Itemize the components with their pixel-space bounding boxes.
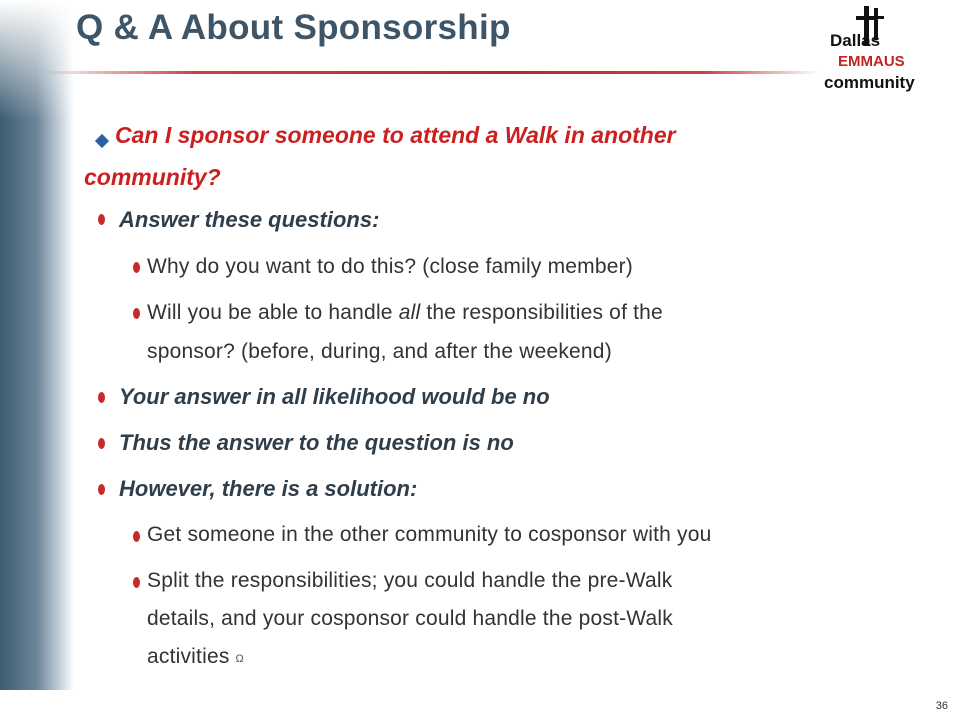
omega-end-mark: Ω — [235, 653, 244, 665]
thus-no: Thus the answer to the question is no — [119, 430, 514, 455]
dot-bullet-icon — [98, 214, 105, 225]
logo-word-emmaus: EMMAUS — [838, 53, 905, 70]
title-underline — [40, 71, 820, 74]
diamond-bullet-icon — [95, 134, 109, 148]
dot-bullet-icon — [133, 577, 140, 588]
will-item-text-end: the responsibilities of the — [420, 301, 663, 324]
dot-bullet-icon — [98, 484, 105, 495]
dot-bullet-icon — [133, 262, 140, 273]
dot-bullet-icon — [98, 438, 105, 449]
question-line-1: Can I sponsor someone to attend a Walk in another — [115, 122, 676, 148]
will-item-line-1 — [147, 301, 663, 325]
logo-word-community: community — [824, 73, 915, 92]
left-band-fade — [0, 0, 74, 120]
answer-no: Your answer in all likelihood would be no — [119, 384, 550, 409]
dot-bullet-icon — [133, 308, 140, 319]
will-item-text-start: Will you be able to handle — [147, 301, 399, 324]
dot-bullet-icon — [133, 531, 140, 542]
split-item-line-2: details, and your cosponsor could handle the post-Walk — [147, 607, 673, 630]
dallas-emmaus-community-logo — [822, 4, 932, 96]
question-line-2: community? — [84, 164, 221, 190]
dot-bullet-icon — [98, 392, 105, 403]
split-item-line-3-text: activities — [147, 645, 230, 668]
however-heading: However, there is a solution: — [119, 476, 418, 501]
answer-heading: Answer these questions: — [119, 207, 380, 232]
slide-title: Q & A About Sponsorship — [76, 8, 511, 47]
logo-word-dallas: Dallas — [830, 31, 881, 50]
why-item: Why do you want to do this? (close family member) — [147, 255, 633, 278]
split-item-line-1: Split the responsibilities; you could handle the pre-Walk — [147, 569, 673, 592]
will-item-line-2: sponsor? (before, during, and after the weekend) — [147, 340, 612, 363]
page-number: 36 — [935, 700, 948, 712]
will-item-emphasis: all — [398, 301, 421, 324]
cosponsor-item: Get someone in the other community to cosponsor with you — [147, 523, 712, 546]
split-item-line-3 — [147, 645, 244, 669]
